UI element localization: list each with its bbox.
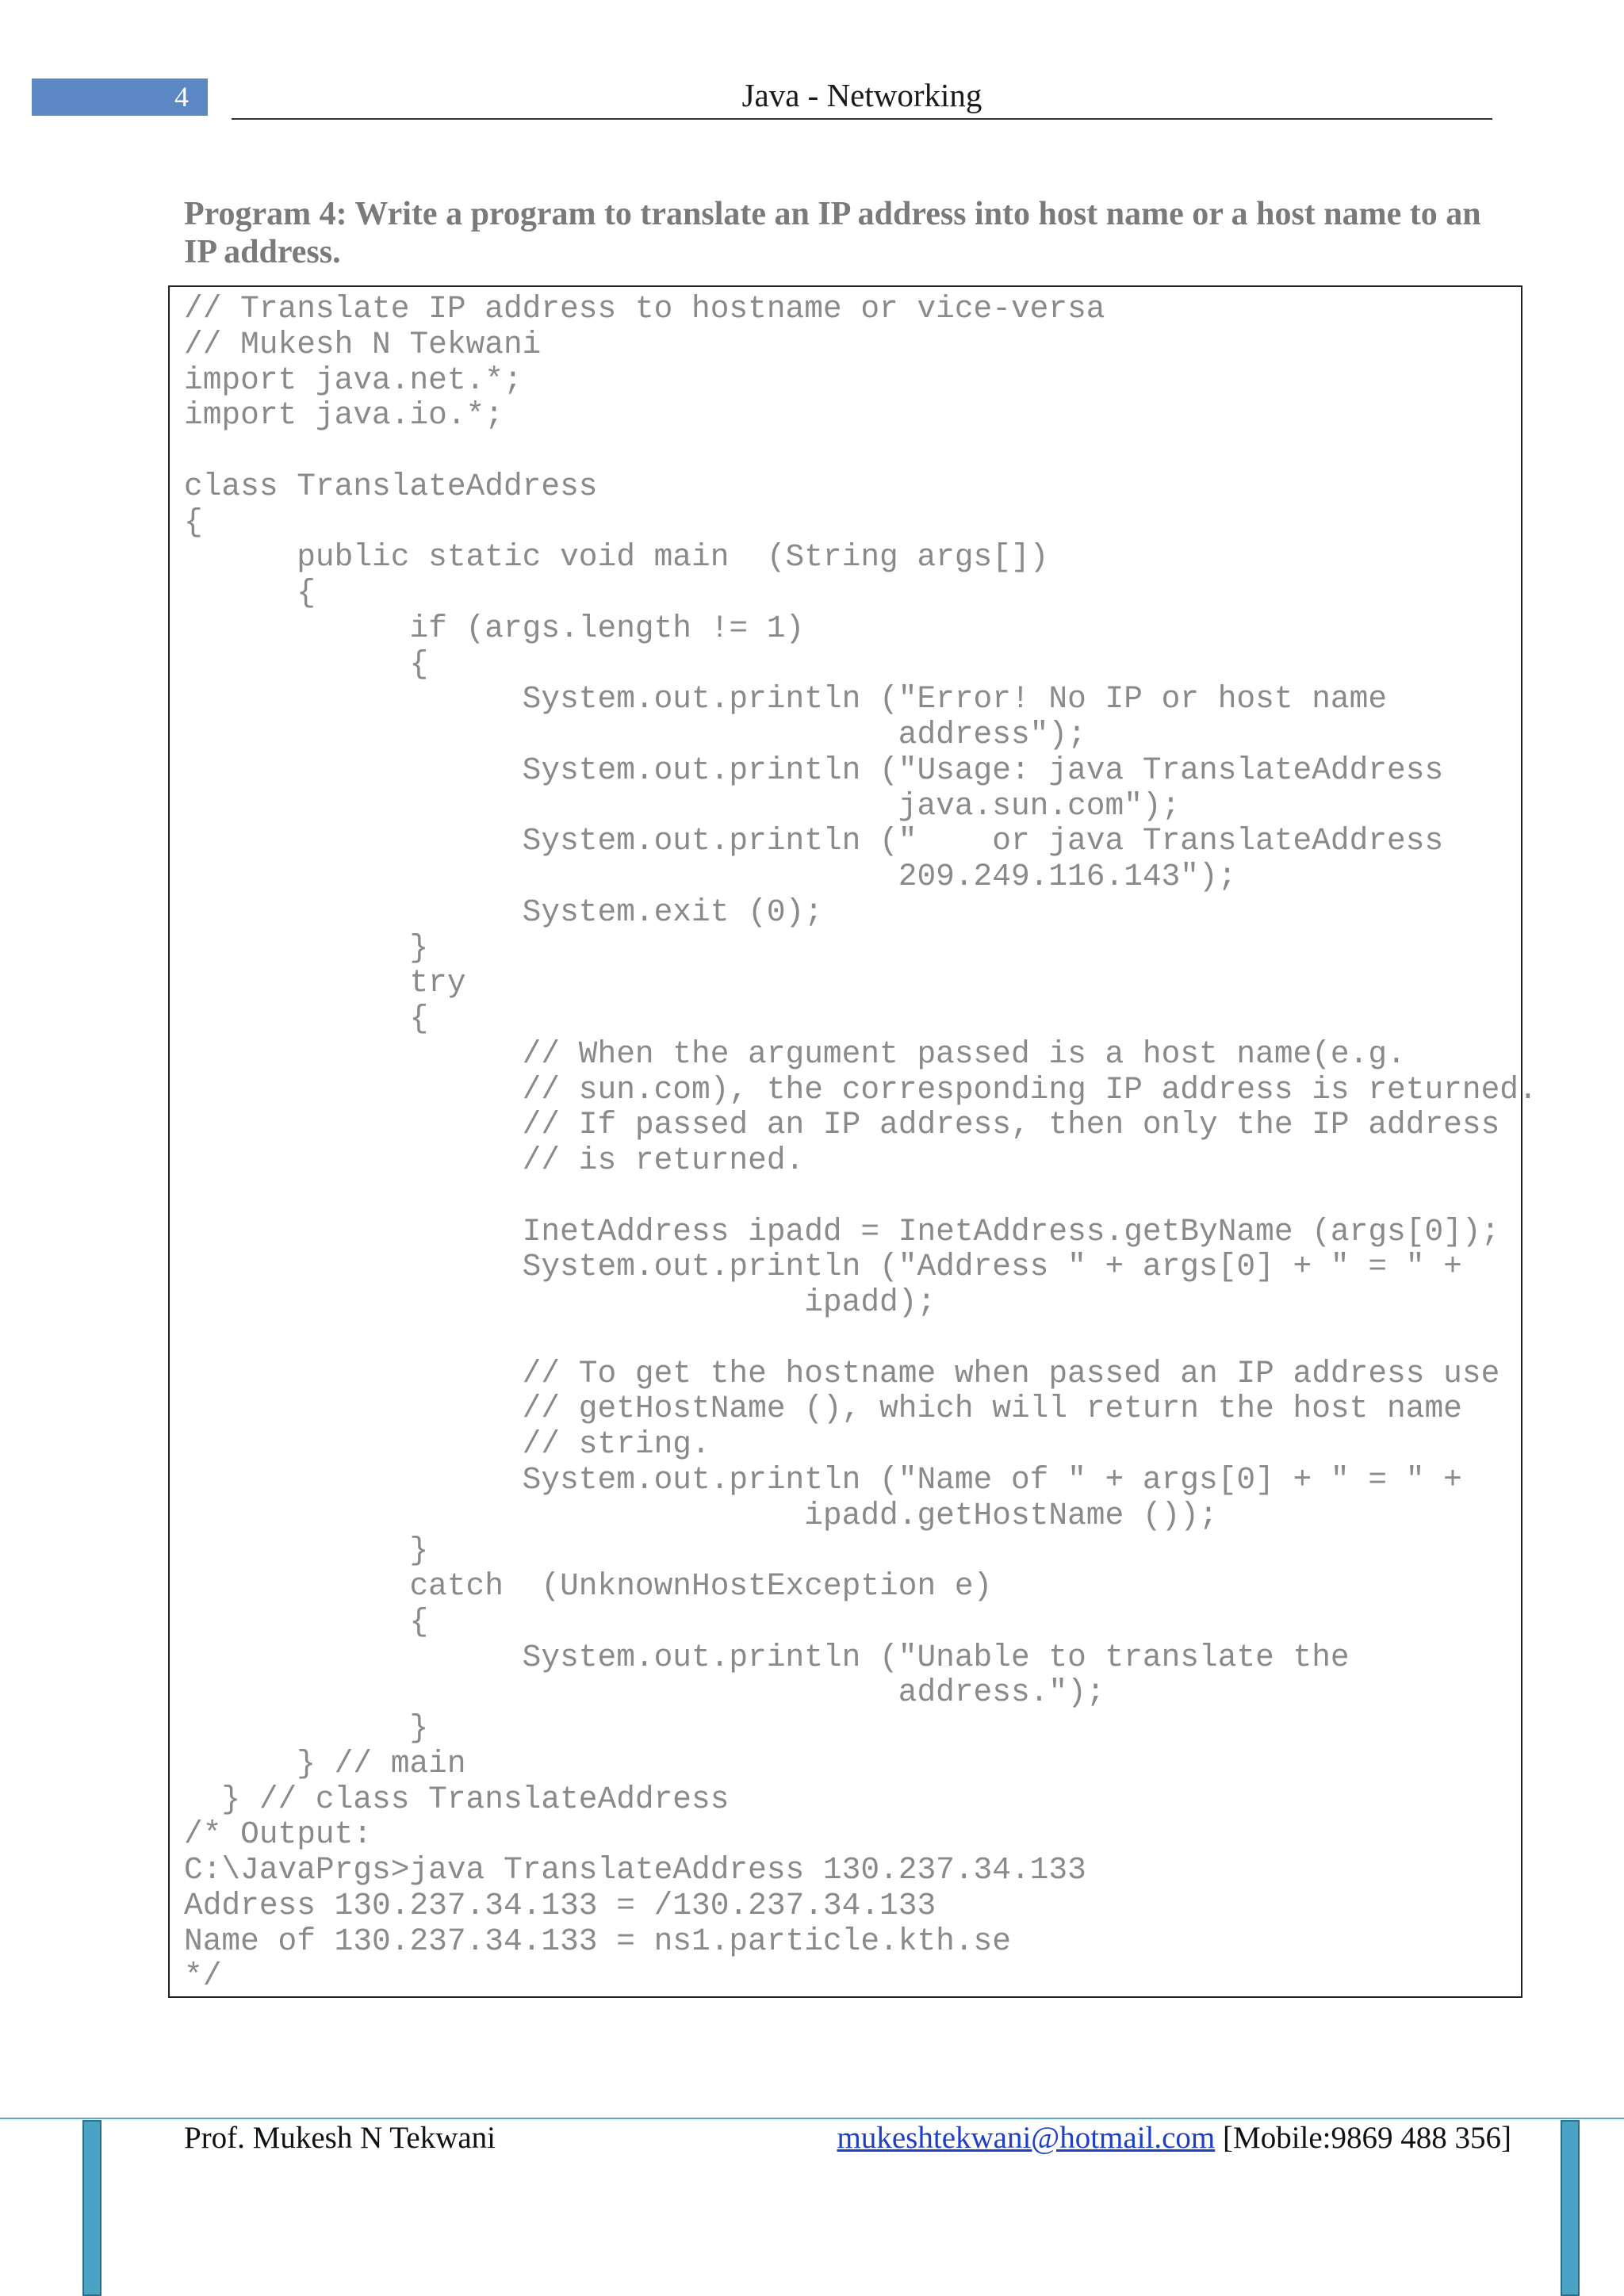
code-line: try <box>184 965 466 1001</box>
code-line: // Translate IP address to hostname or vice-versa <box>184 291 1105 327</box>
footer-divider <box>0 2118 1624 2119</box>
code-line: { <box>184 575 316 610</box>
code-line: System.out.println (" or java TranslateAddress <box>184 823 1444 859</box>
code-line: // getHostName (), which will return the host name <box>184 1391 1462 1427</box>
code-line: // If passed an IP address, then only the IP address <box>184 1107 1500 1143</box>
code-line: { <box>184 1001 429 1036</box>
page-number-badge: 4 <box>32 78 208 116</box>
code-line: // Mukesh N Tekwani <box>184 326 542 362</box>
code-line: */ <box>184 1958 222 1995</box>
code-line: } <box>184 929 429 966</box>
code-line: // To get the hostname when passed an IP address use <box>184 1355 1500 1391</box>
code-line: catch (UnknownHostException e) <box>184 1568 993 1604</box>
code-line: // When the argument passed is a host name(e.g. <box>184 1035 1406 1072</box>
code-line: System.out.println ("Error! No IP or host name <box>184 681 1388 718</box>
code-line: import java.io.*; <box>184 397 504 434</box>
code-line: System.out.println ("Usage: java TranslateAddress <box>184 752 1444 788</box>
footer-contact <box>837 2120 1511 2156</box>
footer-left-bar <box>82 2120 102 2296</box>
footer-author: Prof. Mukesh N Tekwani <box>184 2121 496 2155</box>
code-line: import java.net.*; <box>184 362 523 398</box>
code-line: System.exit (0); <box>184 894 823 930</box>
code-line: // string. <box>184 1426 710 1462</box>
code-line: C:\JavaPrgs>java TranslateAddress 130.237.34.133 <box>184 1852 1086 1888</box>
code-line: InetAddress ipadd = InetAddress.getByName (args[0]); <box>184 1213 1500 1249</box>
code-line: } // class TranslateAddress <box>184 1781 730 1817</box>
code-line: System.out.println ("Name of " + args[0] + " = " + <box>184 1461 1462 1498</box>
header-title: Java - Networking <box>741 77 982 113</box>
code-line: // sun.com), the corresponding IP address is returned. <box>184 1071 1538 1108</box>
code-line: 209.249.116.143"); <box>184 859 1237 894</box>
code-line: } <box>184 1533 429 1569</box>
code-line: address."); <box>184 1674 1105 1711</box>
code-line: class TranslateAddress <box>184 468 598 504</box>
code-line: public static void main (String args[]) <box>184 539 1049 576</box>
footer-email-link[interactable]: mukeshtekwani@hotmail.com <box>837 2121 1216 2155</box>
code-line: { <box>184 1603 429 1640</box>
code-line: ipadd); <box>184 1284 936 1320</box>
footer-right-bar <box>1561 2120 1580 2296</box>
code-line: // is returned. <box>184 1142 805 1178</box>
code-line: System.out.println ("Unable to translate the <box>184 1639 1350 1675</box>
code-line: { <box>184 503 203 540</box>
code-line: if (args.length != 1) <box>184 610 805 646</box>
code-line: System.out.println ("Address " + args[0] + " = " + <box>184 1249 1462 1285</box>
footer-mobile: [Mobile:9869 488 356] <box>1215 2121 1511 2155</box>
code-line: java.sun.com"); <box>184 787 1181 824</box>
code-line: { <box>184 645 429 682</box>
code-line: address"); <box>184 717 1086 752</box>
program-heading: Program 4: Write a program to translate an IP address into host name or a host name to an IP address. <box>184 196 1481 270</box>
header-divider <box>232 118 1492 120</box>
code-line: ipadd.getHostName ()); <box>184 1497 1218 1533</box>
code-line: Name of 130.237.34.133 = ns1.particle.kth.se <box>184 1923 1011 1959</box>
code-line: Address 130.237.34.133 = /130.237.34.133 <box>184 1887 936 1923</box>
code-line: } // main <box>184 1745 466 1781</box>
code-line: } <box>184 1710 429 1746</box>
code-line: /* Output: <box>184 1816 373 1853</box>
